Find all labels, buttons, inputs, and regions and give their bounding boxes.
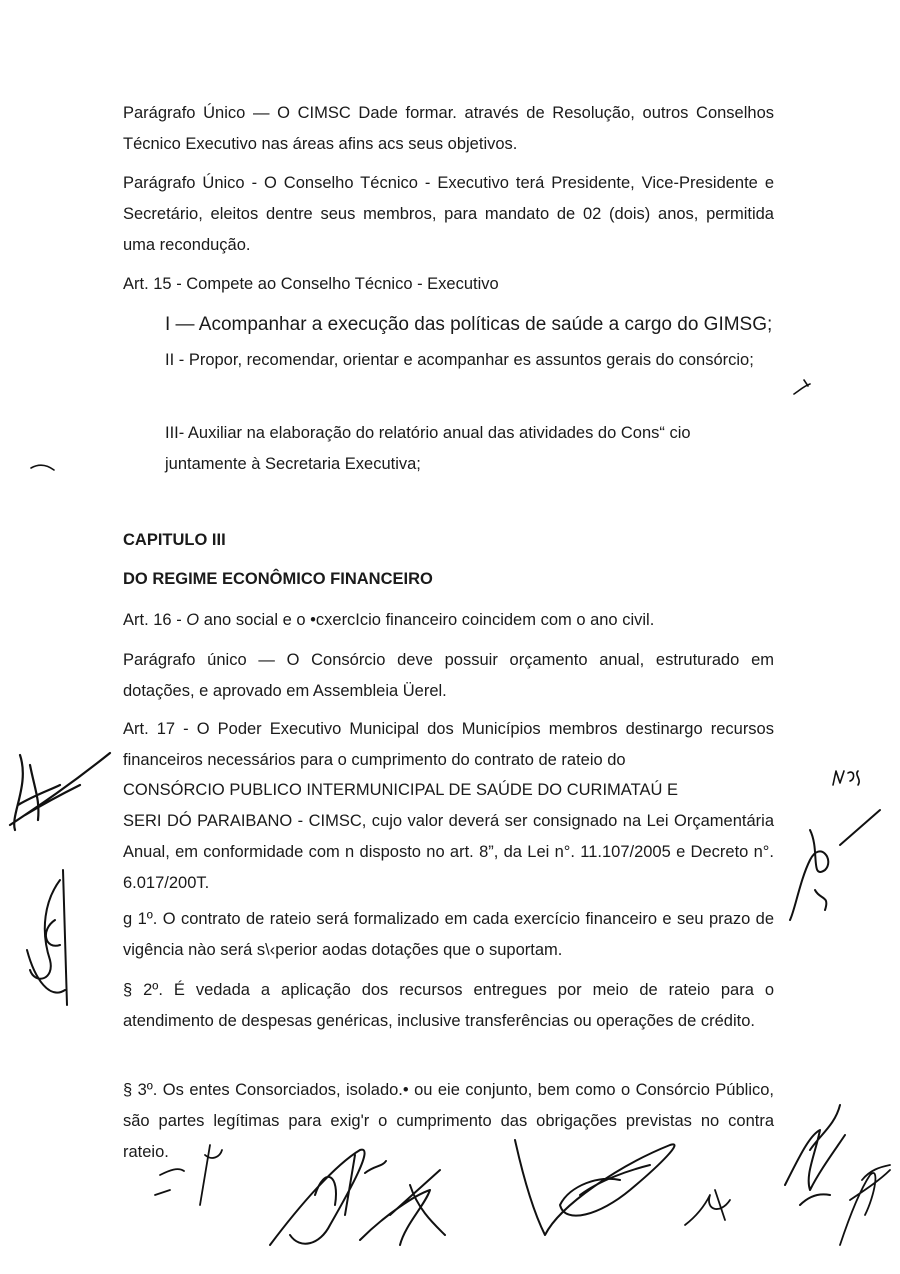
article-16 — [123, 605, 774, 636]
paragraph-1: g 1º. O contrato de rateio será formalizado em cada exercício financeiro e seu prazo de vigência nào será s\‹perior aodas dotações que o suportam. — [123, 910, 774, 959]
item-i: I — Acompanhar a execução das políticas de saúde a cargo do GIMSG; — [165, 314, 773, 335]
article-17-consortium-name: CONSÓRCIO PUBLICO INTERMUNICIPAL DE SAÚDE DO CURIMATAÚ E — [123, 781, 678, 799]
article-17: Art. 17 - O Poder Executivo Municipal dos Municípios membros destinargo recursos financeiros necessários para o cumprimento do contrato de rateio do — [123, 720, 774, 769]
margin-signature-left-1 — [0, 745, 120, 840]
paragraph-unico-orcamento: Parágrafo único — O Consórcio deve possuir orçamento anual, estruturado em dotações, e aprovado em Assembleia Üerel. — [123, 651, 774, 700]
item-ii: II - Propor, recomendar, orientar e acompanhar es assuntos gerais do consórcio; — [165, 351, 754, 369]
article-17-continuation: SERI DÓ PARAIBANO - CIMSC, cujo valor deverá ser consignado na Lei Orçamentária Anual, em conformidade com n disposto no art. 8”, da Lei n°. 11.107/2005 e Decreto n°. 6.017/200T. — [123, 812, 774, 892]
check-mark-right — [790, 372, 820, 402]
item-iii: III- Auxiliar na elaboração do relatório anual das atividades do Cons“ cio juntamente à Secretaria Executiva; — [165, 424, 691, 473]
paragraph-3: § 3º. Os entes Consorciados, isolado.• ou eie conjunto, bem como o Consórcio Público, são partes legítimas para exig'r o cumprimento das obrigações previstas no contra rateio. — [123, 1081, 774, 1161]
article-16-rest: ano social e o •cxercIcio financeiro coincidem com o ano civil. — [199, 611, 655, 629]
bottom-signatures — [150, 1095, 900, 1270]
article-16-prefix: Art. 16 - — [123, 611, 187, 629]
margin-initials-right — [828, 765, 868, 795]
paragraph-unico-cimsc: Parágrafo Único — O CIMSC Dade formar. através de Resolução, outros Conselhos Técnico Executivo nas áreas afins acs seus objetivos. — [123, 104, 774, 153]
paragraph-unico-conselho: Parágrafo Único - O Conselho Técnico - Executivo terá Presidente, Vice-Presidente e Secretário, eleitos dentre seus membros, para mandato de 02 (dois) anos, permitida uma recondução. — [123, 174, 774, 254]
margin-signature-left-2 — [15, 860, 75, 1010]
article-15: Art. 15 - Compete ao Conselho Técnico - Executivo — [123, 275, 499, 293]
article-16-italic: O — [186, 611, 200, 629]
margin-mark-left — [28, 458, 58, 478]
chapter-subtitle: DO REGIME ECONÔMICO FINANCEIRO — [123, 570, 433, 588]
paragraph-2: § 2º. É vedada a aplicação dos recursos entregues por meio de rateio para o atendimento de despesas genéricas, inclusive transferências ou operações de crédito. — [123, 981, 774, 1030]
margin-signature-right — [780, 800, 890, 930]
chapter-title: CAPITULO III — [123, 531, 226, 549]
